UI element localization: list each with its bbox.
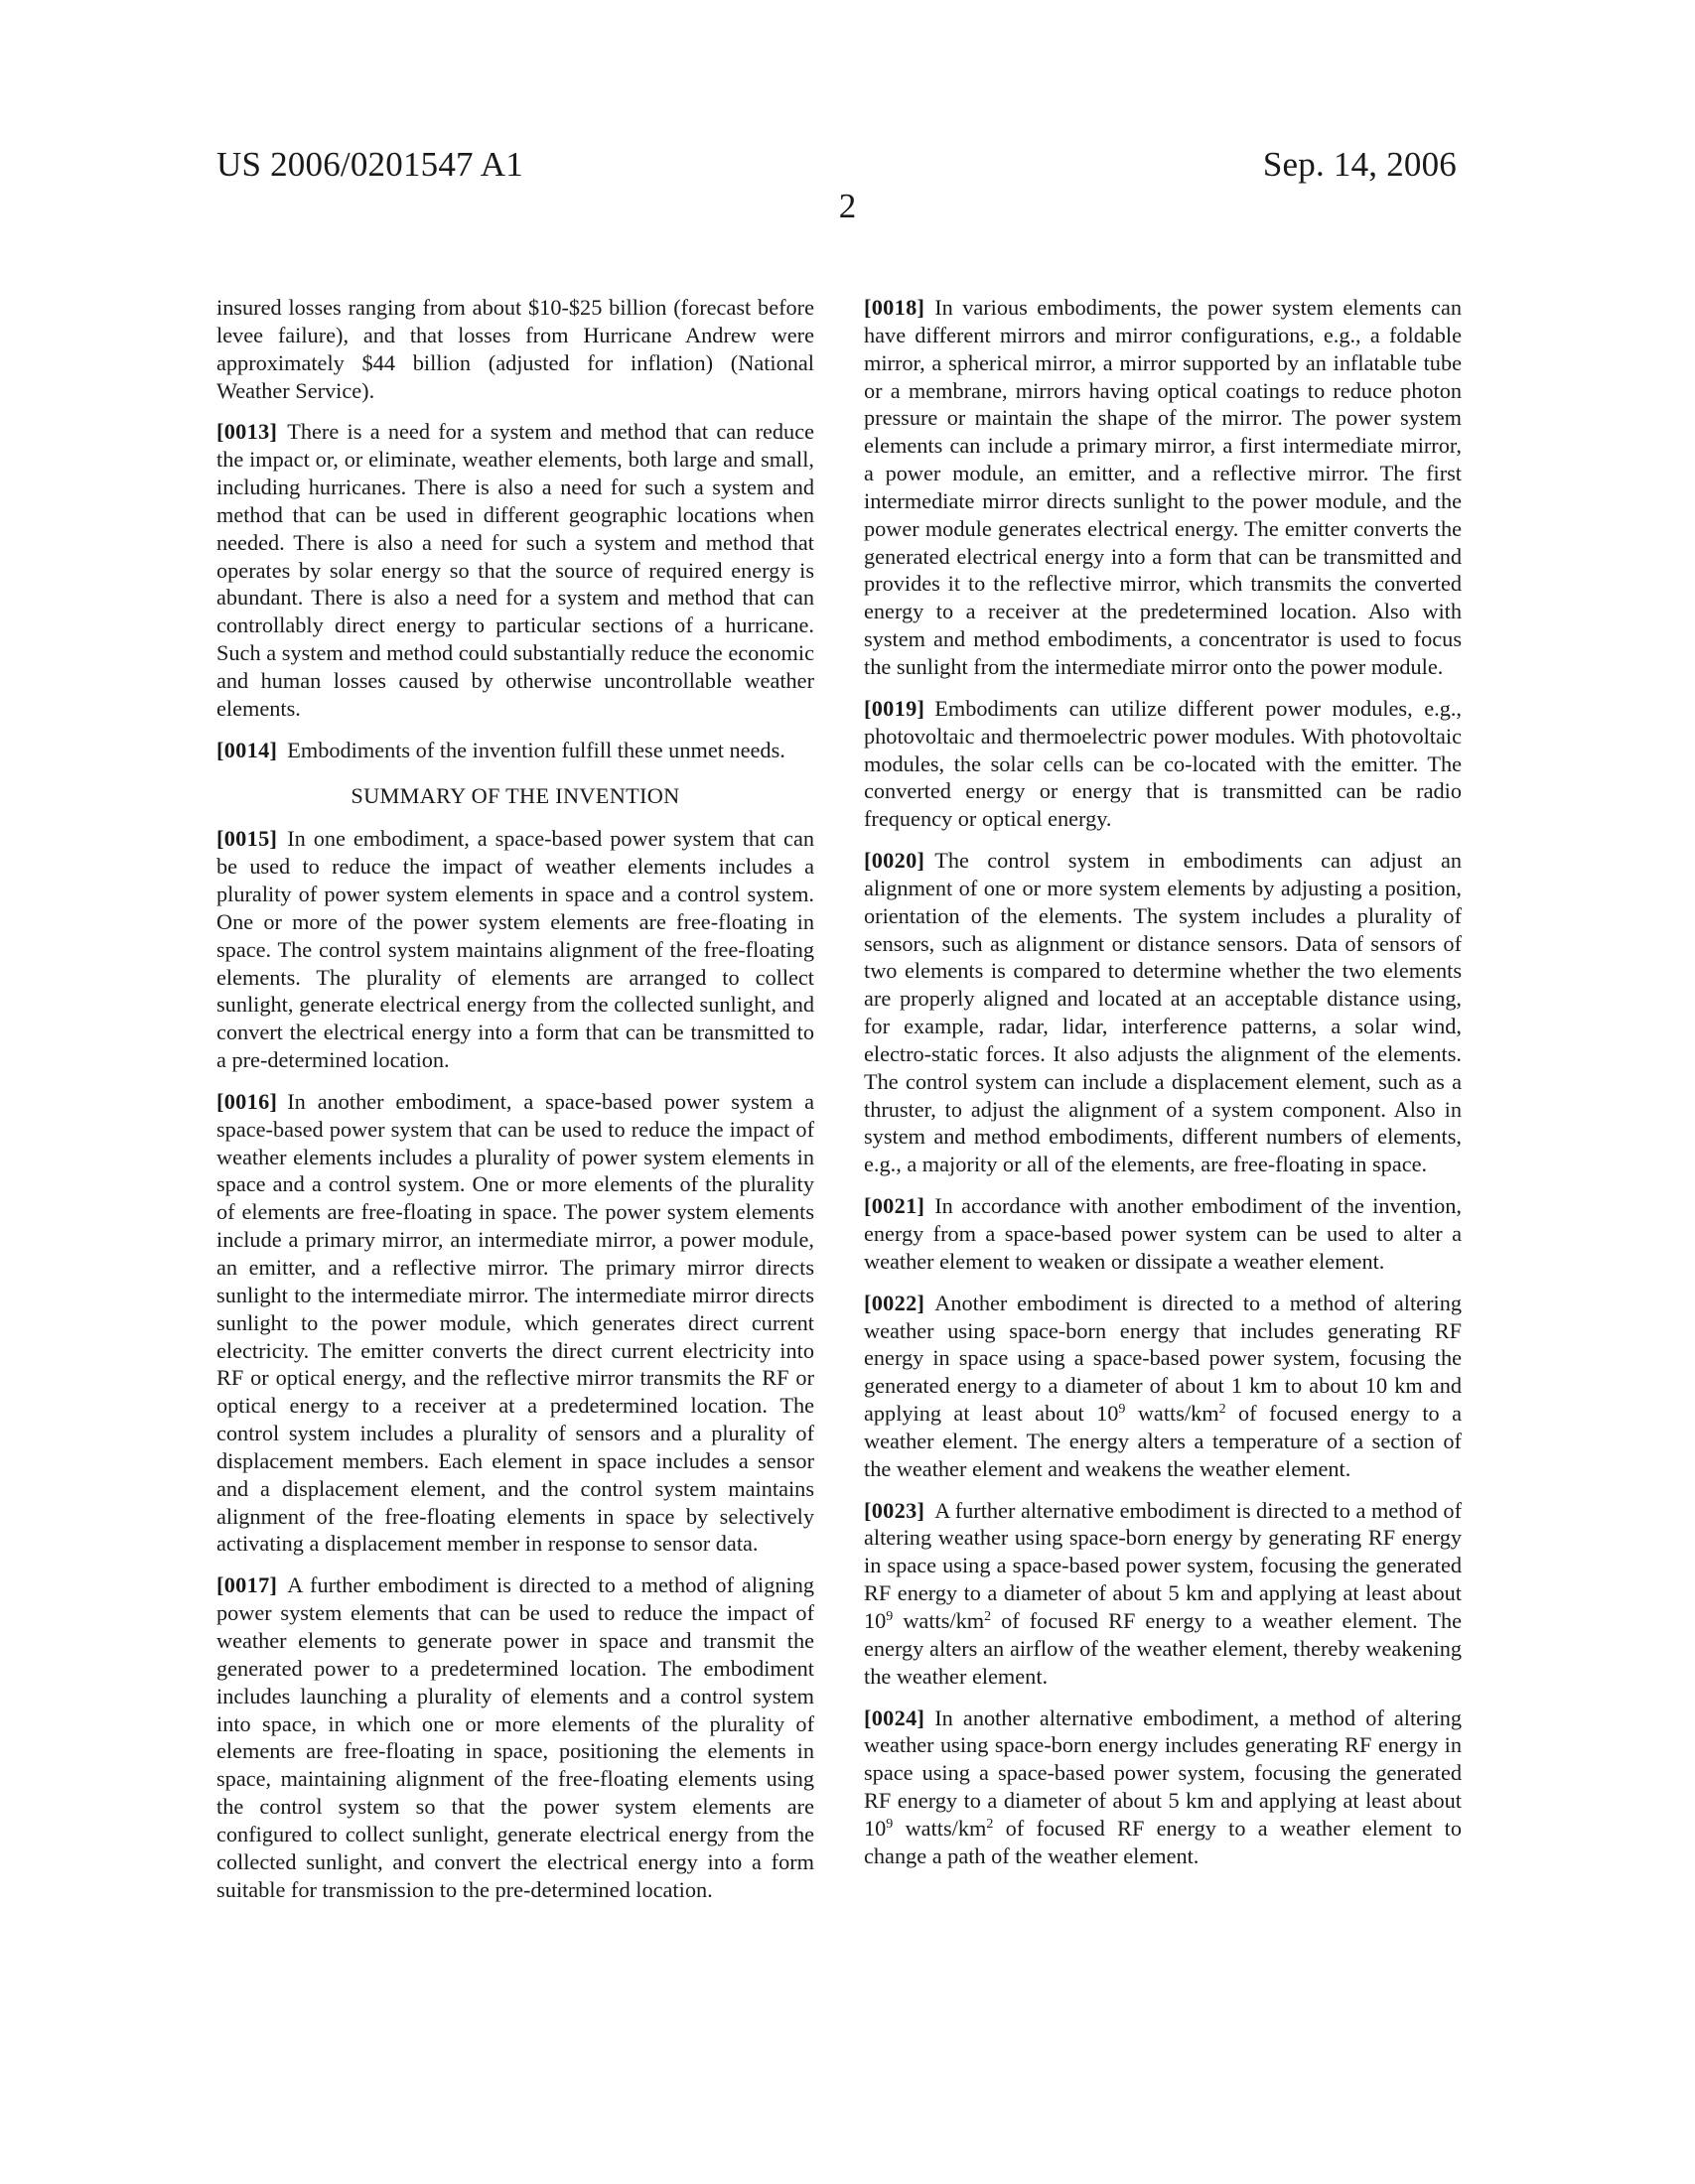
- paragraph-text: In one embodiment, a space-based power system that can be used to reduce the impact of weather elements includes a plurality of power system elements in space and a control system. One or more of the power system elements are free-floating in space. The control system maintains alignment of the free-floating elements. The plurality of elements are arranged to collect sunlight, generate electrical energy from the collected sunlight, and convert the electrical energy into a form that can be transmitted to a pre-determined location.: [216, 826, 814, 1073]
- superscript: 2: [1218, 1402, 1226, 1418]
- paragraph-text: In various embodiments, the power system elements can have different mirrors and mirror configurations, e.g., a foldable mirror, a spherical mirror, a mirror supported by an inflatable tube or a membrane, mirrors having optical coatings to reduce photon pressure or maintain the shape of the mirror. The power system elements can include a primary mirror, a first intermediate mirror, a power module, an emitter, and a reflective mirror. The first intermediate mirror directs sunlight to the power module, and the power module generates electrical energy. The emitter converts the generated electrical energy into a form that can be transmitted and provides it to the reflective mirror, which transmits the converted energy to a receiver at the predetermined location. Also with system and method embodiments, a concentrator is used to focus the sunlight from the intermediate mirror onto the power module.: [864, 295, 1462, 679]
- paragraph-0013: [216, 418, 814, 722]
- paragraph-number: [0014]: [216, 737, 278, 762]
- paragraph-number: [0016]: [216, 1088, 278, 1114]
- page-number: 2: [838, 187, 857, 225]
- summary-heading: SUMMARY OF THE INVENTION: [351, 782, 680, 808]
- paragraph-text: Embodiments of the invention fulfill these unmet needs.: [287, 737, 785, 762]
- paragraph-text: The control system in embodiments can adjust an alignment of one or more system elements by adjusting a position, orientation of the elements. The system includes a plurality of sensors, such as alignment or distance sensors. Data of sensors of two elements is compared to determine whether the two elements are properly aligned and located at an acceptable distance using, for example, radar, lidar, interference patterns, a solar wind, electro-static forces. It also adjusts the alignment of the elements. The control system can include a displacement element, such as a thruster, to adjust the alignment of a system component. Also in system and method embodiments, different numbers of elements, e.g., a majority or all of the elements, are free-floating in space.: [864, 848, 1462, 1177]
- left-column: [216, 294, 814, 1917]
- paragraph-number: [0024]: [864, 1705, 925, 1730]
- paragraph-0022: [864, 1290, 1462, 1483]
- paragraph-0021: [864, 1192, 1462, 1276]
- paragraph-text: watts/km: [1125, 1401, 1219, 1427]
- paragraph-0016: [216, 1088, 814, 1558]
- paragraph-text: A further alternative embodiment is directed to a method of altering weather using space-born energy by generating RF energy in space using a space-based power system, focusing the generated RF energy to a diameter of about 5 km and applying at least about 10: [864, 1497, 1462, 1633]
- paragraph-text: watts/km: [893, 1607, 985, 1633]
- paragraph-number: [0017]: [216, 1572, 278, 1598]
- paragraph-text: In another alternative embodiment, a method of altering weather using space-born energy includes generating RF energy in space using a space-based power system, focusing the generated RF energy to a diameter of about 5 km and applying at least about 10: [864, 1705, 1462, 1841]
- paragraph-0018: [864, 294, 1462, 681]
- paragraph-0020: [864, 847, 1462, 1178]
- right-column: [864, 294, 1462, 1884]
- paragraph-text: A further embodiment is directed to a method of aligning power system elements that can be used to reduce the impact of weather elements to generate power in space and transmit the generated power to a predetermined location. The embodiment includes launching a plurality of elements and a control system into space, in which one or more elements of the plurality of elements are free-floating in space, positioning the elements in space, maintaining alignment of the free-floating elements using the control system so that the power system elements are configured to collect sunlight, generate electrical energy from the collected sunlight, and convert the electrical energy into a form suitable for transmission to the pre-determined location.: [216, 1572, 814, 1902]
- paragraph-continuation: insured losses ranging from about $10-$25 billion (forecast before levee failure), and that losses from Hurricane Andrew were approximately $44 billion (adjusted for inflation) (National Weather Service).: [216, 295, 814, 403]
- superscript: 9: [1118, 1402, 1126, 1418]
- superscript: 2: [984, 1608, 992, 1624]
- paragraph-text: Embodiments can utilize different power modules, e.g., photovoltaic and thermoelectric power modules. With photovoltaic modules, the solar cells can be co-located with the emitter. The converted energy or energy that is transmitted can be radio frequency or optical energy.: [864, 695, 1462, 832]
- paragraph-text: Another embodiment is directed to a method of altering weather using space-born energy that includes generating RF energy in space using a space-based power system, focusing the generated energy to a diameter of about 1 km to about 10 km and applying at least about 10: [864, 1290, 1462, 1427]
- paragraph-0023: [864, 1497, 1462, 1691]
- paragraph-number: [0013]: [216, 419, 278, 445]
- paragraph-0015: [216, 825, 814, 1074]
- superscript: 2: [986, 1816, 994, 1832]
- paragraph-0014: [216, 737, 814, 764]
- paragraph-number: [0019]: [864, 695, 925, 721]
- paragraph-text: There is a need for a system and method that can reduce the impact or, or eliminate, weather elements, both large and small, including hurricanes. There is also a need for such a system and method that can be used in different geographic locations when needed. There is also a need for such a system and method that operates by solar energy so that the source of required energy is abundant. There is also a need for a system and method that can controllably direct energy to particular sections of a hurricane. Such a system and method could substantially reduce the economic and human losses caused by otherwise uncontrollable weather elements.: [216, 419, 814, 721]
- paragraph-text: In another embodiment, a space-based power system a space-based power system that can be used to reduce the impact of weather elements includes a plurality of power system elements in space and a control system. One or more elements of the plurality of elements are free-floating in space. The power system elements include a primary mirror, an intermediate mirror, a power module, an emitter, and a reflective mirror. The primary mirror directs sunlight to the intermediate mirror. The intermediate mirror directs sunlight to the power module, which generates direct current electricity. The emitter converts the direct current electricity into RF or optical energy, and the reflective mirror transmits the RF or optical energy to a receiver at a predetermined location. The control system includes a plurality of sensors and a plurality of displacement members. Each element in space includes a sensor and a displacement element, and the control system maintains alignment of the free-floating elements in space by selectively activating a displacement member in response to sensor data.: [216, 1088, 814, 1557]
- publication-date: Sep. 14, 2006: [1262, 145, 1457, 184]
- paragraph-number: [0023]: [864, 1497, 925, 1523]
- paragraph-text: watts/km: [893, 1815, 987, 1841]
- paragraph-number: [0020]: [864, 848, 925, 874]
- paragraph-text: In accordance with another embodiment of the invention, energy from a space-based power system can be used to alter a weather element to weaken or dissipate a weather element.: [864, 1193, 1462, 1274]
- paragraph-number: [0021]: [864, 1193, 925, 1219]
- superscript: 9: [886, 1608, 894, 1624]
- paragraph-number: [0018]: [864, 295, 925, 320]
- paragraph-number: [0022]: [864, 1290, 925, 1315]
- paragraph-0024: [864, 1705, 1462, 1870]
- paragraph-text: of focused RF energy to a weather element to change a path of the weather element.: [864, 1815, 1462, 1868]
- superscript: 9: [886, 1816, 894, 1832]
- paragraph-text: of focused RF energy to a weather element. The energy alters an airflow of the weather element, thereby weakening the weather element.: [864, 1607, 1462, 1689]
- paragraph-number: [0015]: [216, 826, 278, 852]
- paragraph-0019: [864, 695, 1462, 833]
- paragraph-text: of focused energy to a weather element. The energy alters a temperature of a section of the weather element and weakens the weather element.: [864, 1401, 1462, 1481]
- paragraph-0017: [216, 1571, 814, 1903]
- patent-number: US 2006/0201547 A1: [216, 145, 523, 184]
